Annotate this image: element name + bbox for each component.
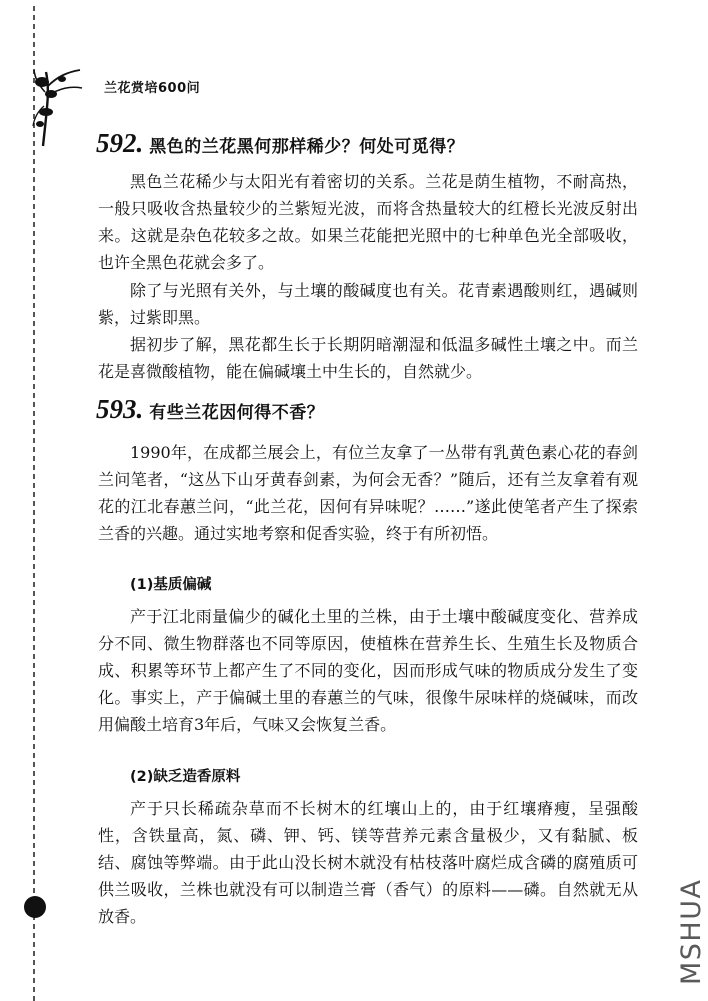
subsection-heading: (2)缺乏造香原料: [130, 769, 241, 785]
paragraph: 黑色兰花稀少与太阳光有着密切的关系。兰花是荫生植物，不耐高热，一般只吸收含热量较少的兰紫短光波，而将含热量较大的红橙长光波反射出来。这就是杂色花较多之故。如果兰花能把光照中的七种单色光全部吸收，也许全黑色花就会多了。: [98, 172, 638, 272]
paragraph: 除了与光照有关外，与土壤的酸碱度也有关。花青素遇酸则红，遇碱则紫，过紫即黑。: [98, 281, 638, 327]
binding-margin-dots: [30, 0, 38, 1001]
question-title: 黑色的兰花黑何那样稀少？何处可觅得？: [149, 137, 465, 157]
punch-hole-icon: [24, 896, 46, 918]
section-593-title: [96, 394, 324, 425]
running-header: 兰花赏培600问: [104, 81, 201, 96]
question-number: 593.: [96, 394, 144, 424]
paragraph: 产于江北雨量偏少的碱化土里的兰株，由于土壤中酸碱度变化、营养成分不同、微生物群落也不同等原因，使植株在营养生长、生殖生长及物质合成、积累等环节上都产生了不同的变化，因而形成气味的物质成分发生了变化。事实上，产于偏碱土里的春蕙兰的气味，很像牛尿味样的烧碱味，而改用偏酸土培育3年后，气味又会恢复兰香。: [98, 607, 638, 734]
orchid-icon: [32, 66, 84, 150]
watermark: MSHUA: [676, 878, 707, 985]
paragraph: 1990年，在成都兰展会上，有位兰友拿了一丛带有乳黄色素心花的春剑兰问笔者，“这丛下山牙黄春剑素，为何会无香？”随后，还有兰友拿着有观花的江北春蕙兰问，“此兰花，因何有异味呢？……”遂此使笔者产生了探索兰香的兴趣。通过实地考察和促香实验，终于有所初悟。: [98, 443, 638, 543]
paragraph: 产于只长稀疏杂草而不长树木的红壤山上的，由于红壤瘠瘦，呈强酸性，含铁量高，氮、磷、钾、钙、镁等营养元素含量极少，又有黏腻、板结、腐蚀等弊端。由于此山没长树木就没有枯枝落叶腐烂成含磷的腐殖质可供兰吸收，兰株也就没有可以制造兰膏（香气）的原料——磷。自然就无从放香。: [98, 799, 638, 926]
question-title: 有些兰花因何得不香？: [149, 403, 325, 423]
paragraph: 据初步了解，黑花都生长于长期阴暗潮湿和低温多碱性土壤之中。而兰花是喜微酸植物，能在偏碱壤土中生长的，自然就少。: [98, 335, 638, 381]
section-592-title: [96, 128, 464, 159]
subsection-heading: (1)基质偏碱: [130, 577, 212, 593]
question-number: 592.: [96, 128, 144, 158]
